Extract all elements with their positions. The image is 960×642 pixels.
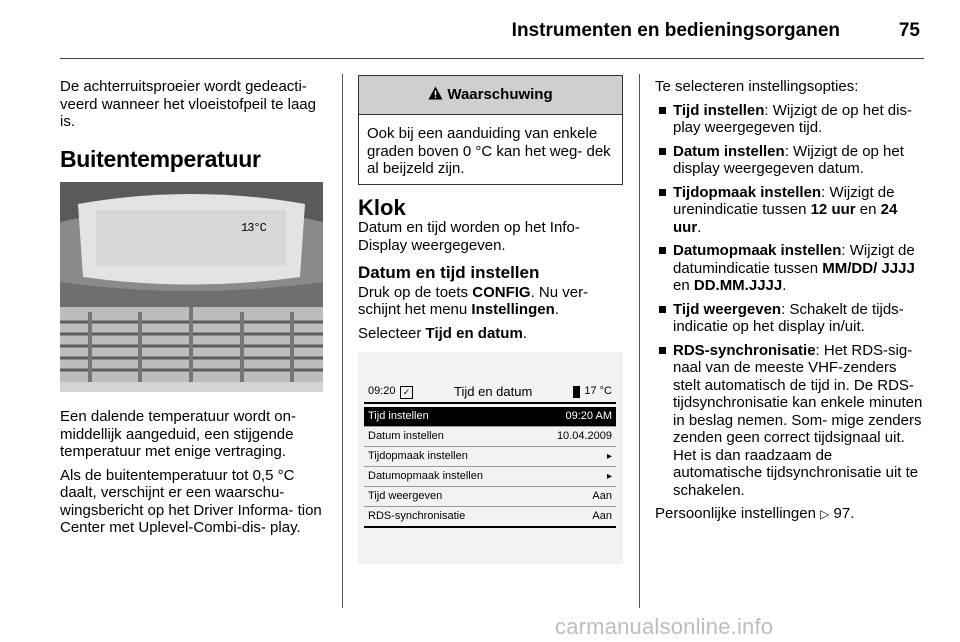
bullet-square-icon xyxy=(659,347,666,354)
options-intro: Te selecteren instellingsopties: xyxy=(655,78,859,95)
warning-text: Ook bij een aanduiding van enkele graden boven 0 °C kan het weg- dek al beijzeld zijn. xyxy=(367,125,611,177)
row-value: 10.04.2009 xyxy=(556,429,612,442)
warning-title: Waarschuwing xyxy=(447,86,553,104)
bullet-square-icon xyxy=(659,107,666,114)
chevron-right-icon: ▸ xyxy=(606,450,612,462)
text-fragment: . xyxy=(697,218,702,236)
intro-paragraph: De achterruitsproeier wordt gedeacti- veerd wanneer het vloeistofpeil te laag is. xyxy=(60,78,316,130)
warning-triangle-icon xyxy=(428,86,443,105)
display-row-tijdopmaak[interactable] xyxy=(364,447,616,467)
row-value: Aan xyxy=(592,509,612,522)
page-header xyxy=(0,0,960,60)
option-value: MM/DD/ JJJJ xyxy=(822,259,915,277)
bullet-square-icon xyxy=(659,148,666,155)
list-item xyxy=(655,143,923,178)
display-menu-title: Tijd en datum xyxy=(454,384,533,400)
text-fragment: . Nu ver- schijnt het menu xyxy=(358,283,589,318)
option-value: 12 uur xyxy=(810,201,856,218)
row-label: Datumopmaak instellen xyxy=(368,469,483,482)
text-fragment: Druk op de toets xyxy=(358,283,473,301)
option-description: : Wijzigt de op het display weergegeven datum. xyxy=(673,142,904,177)
subheading-datum-tijd-instellen: Datum en tijd instellen xyxy=(358,263,540,282)
option-term: Tijd instellen xyxy=(673,101,765,119)
list-item xyxy=(655,342,923,500)
option-term: Datumopmaak instellen xyxy=(673,242,842,259)
option-description: : Wijzigt de datumindicatie tussen xyxy=(673,242,915,277)
row-label: Datum instellen xyxy=(368,429,444,442)
row-value: Aan xyxy=(592,489,612,502)
row-label: RDS-synchronisatie xyxy=(368,509,466,522)
column-left xyxy=(60,78,326,543)
phone-icon xyxy=(573,386,580,398)
info-display-content xyxy=(364,382,616,528)
display-clock: 09:20 xyxy=(368,385,396,398)
option-description: : Het RDS-sig- naal van de meeste VHF-zenders stelt automatisch de tijd in. De RDS-tijdsynchronisatie kan enkele minuten in beslag nemen. Som- mige zenders zenden geen correct tijdsignaal uit. Het is dan raadzaam de automatische tijdsynchronisatie uit te schakelen. xyxy=(673,341,923,499)
option-term: Tijd weergeven xyxy=(673,300,782,318)
display-row-rds-sync[interactable] xyxy=(364,507,616,528)
page-number: 75 xyxy=(898,20,920,41)
column-divider-2 xyxy=(639,74,640,608)
page-header-title: Instrumenten en bedieningsorganen xyxy=(511,20,840,41)
paragraph-clock-info: Datum en tijd worden op het Info-Display weergegeven. xyxy=(358,219,580,254)
display-row-datum-instellen[interactable] xyxy=(364,427,616,447)
row-label: Tijdopmaak instellen xyxy=(368,449,468,462)
column-divider-1 xyxy=(342,74,343,608)
menu-name-instellingen: Instellingen xyxy=(471,301,555,318)
list-item xyxy=(655,102,923,137)
watermark-text: carmanualsonline.info xyxy=(555,614,774,639)
bullet-square-icon xyxy=(659,189,666,196)
list-item xyxy=(655,301,923,336)
cross-reference-text: Persoonlijke instellingen xyxy=(655,505,816,522)
options-list xyxy=(655,102,923,500)
cluster-illustration xyxy=(60,182,323,392)
option-term: Datum instellen xyxy=(673,142,785,160)
info-display-status-bar xyxy=(364,382,616,404)
text-fragment: en xyxy=(673,277,694,294)
column-right xyxy=(655,78,923,530)
text-fragment: en xyxy=(855,201,881,218)
list-item xyxy=(655,242,923,295)
paragraph-select-instruction xyxy=(358,325,623,343)
bullet-square-icon xyxy=(659,247,666,254)
paragraph-temperature-indication: Een dalende temperatuur wordt on- middellijk aangeduid, een stijgende temperatuur met enige vertraging. xyxy=(60,408,296,460)
display-row-tijd-instellen[interactable] xyxy=(364,407,616,427)
text-fragment: . xyxy=(554,301,559,318)
display-row-datumopmaak[interactable] xyxy=(364,467,616,487)
option-value: DD.MM.JJJJ xyxy=(693,277,783,294)
section-heading-buitentemperatuur: Buitentemperatuur xyxy=(60,145,261,172)
bullet-square-icon xyxy=(659,306,666,313)
config-key-label: CONFIG xyxy=(472,283,531,301)
list-item xyxy=(655,184,923,237)
text-fragment: Selecteer xyxy=(358,324,426,342)
row-value: 09:20 AM xyxy=(565,409,612,422)
row-label: Tijd instellen xyxy=(368,409,429,422)
cluster-temperature-readout: 13°C xyxy=(241,221,266,235)
arrow-reference-icon: ▷ xyxy=(820,507,830,521)
text-fragment: . xyxy=(782,277,787,294)
chevron-right-icon: ▸ xyxy=(606,470,612,482)
option-description: : Schakelt de tijds- indicatie op het display in/uit. xyxy=(673,300,904,335)
cross-reference[interactable] xyxy=(655,505,923,524)
paragraph-config-instruction xyxy=(358,284,623,319)
section-heading-klok: Klok xyxy=(358,194,406,220)
warning-box xyxy=(358,75,623,185)
sync-check-icon: ✓ xyxy=(400,386,413,399)
option-value: 24 uur xyxy=(673,201,898,236)
warning-header xyxy=(359,76,622,115)
header-rule xyxy=(60,58,924,59)
option-term: Tijdopmaak instellen xyxy=(673,183,822,201)
option-term: RDS-synchronisatie xyxy=(673,341,816,359)
option-description: : Wijzigt de op het dis- play weergegeven tijd. xyxy=(673,101,912,136)
menu-item-tijd-en-datum: Tijd en datum xyxy=(425,324,523,342)
cross-reference-page: 97. xyxy=(833,505,855,522)
row-label: Tijd weergeven xyxy=(368,489,443,502)
display-row-tijd-weergeven[interactable] xyxy=(364,487,616,507)
instrument-cluster-photo xyxy=(60,182,323,392)
display-temperature: 17 °C xyxy=(584,385,612,398)
option-description: : Wijzigt de urenindicatie tussen xyxy=(673,183,895,218)
info-display-screenshot xyxy=(358,352,623,564)
text-fragment: . xyxy=(522,324,527,342)
paragraph-temperature-warning: Als de buitentemperatuur tot 0,5 °C daalt, verschijnt er een waarschu- wingsbericht op het Driver Informa- tion Center met Uplevel-Combi-dis- play. xyxy=(60,466,322,536)
column-middle xyxy=(358,75,623,564)
